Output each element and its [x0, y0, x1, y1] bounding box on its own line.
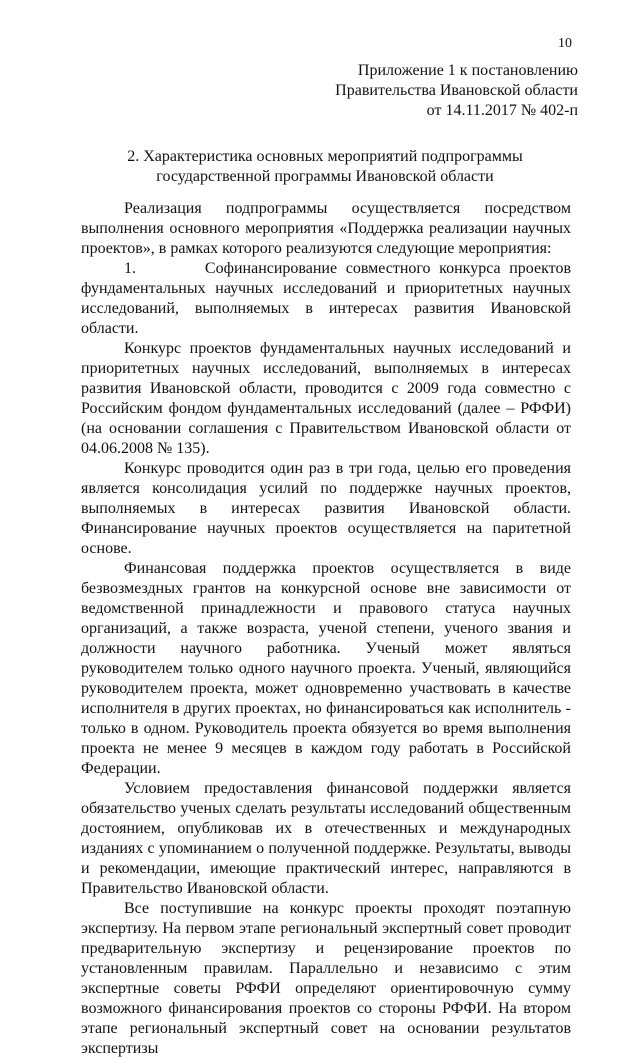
section-title-line: 2. Характеристика основных мероприятий подпрограммы: [127, 148, 523, 165]
paragraph: Финансовая поддержка проектов осуществляется в виде безвозмездных грантов на конкурсной основе вне зависимости от ведомственной принадлежности и правового статуса научных организаций, а также возраста, ученой степени, ученого звания и должности научного работника. Ученый может являться руководителем только одного научного проекта. Ученый, являющийся руководителем проекта, может одновременно участвовать в качестве исполнителя в других проектах, но финансироваться как исполнитель - только в одном. Руководитель проекта обязуется во время выполнения проекта не менее 9 месяцев в каждом году работать в Российской Федерации.: [81, 560, 571, 777]
appendix-line: Правительства Ивановской области: [335, 82, 578, 99]
page-number: 10: [558, 36, 572, 51]
paragraph: Все поступившие на конкурс проекты проходят поэтапную экспертизу. На первом этапе региональный экспертный совет проводит предварительную экспертизу и рецензирование проектов по установленным правилам. Параллельно и независимо с этим экспертные советы РФФИ определяют ориентировочную сумму возможного финансирования проектов со стороны РФФИ. На втором этапе региональный экспертный совет на основании результатов экспертизы: [81, 900, 571, 1057]
section-title: [80, 147, 570, 187]
appendix-line: Приложение 1 к постановлению: [357, 62, 578, 79]
section-title-line: государственной программы Ивановской области: [156, 168, 494, 185]
appendix-header: [335, 61, 578, 121]
paragraph: Условием предоставления финансовой поддержки является обязательство ученых сделать результаты исследований общественным достоянием, опубликовав их в отечественных и международных изданиях с упоминанием о полученной поддержке. Результаты, выводы и рекомендации, имеющие практический интерес, направляются в Правительство Ивановской области.: [81, 780, 571, 897]
paragraph: Конкурс проектов фундаментальных научных исследований и приоритетных научных исследований, выполняемых в интересах развития Ивановской области, проводится с 2009 года совместно с Российским фондом фундаментальных исследований (далее – РФФИ) (на основании соглашения с Правительством Ивановской области от 04.06.2008 № 135).: [81, 340, 571, 457]
paragraph: Реализация подпрограммы осуществляется посредством выполнения основного мероприятия «Поддержка реализации научных проектов», в рамках которого реализуются следующие мероприятия:: [81, 200, 571, 257]
paragraph: 1. Софинансирование совместного конкурса проектов фундаментальных научных исследований и приоритетных научных исследований, выполняемых в интересах развития Ивановской области.: [81, 260, 571, 337]
appendix-line: от 14.11.2017 № 402-п: [426, 102, 578, 119]
document-body: [81, 199, 571, 1059]
paragraph: Конкурс проводится один раз в три года, целью его проведения является консолидация усилий по поддержке научных проектов, выполняемых в интересах развития Ивановской области. Финансирование научных проектов осуществляется на паритетной основе.: [81, 460, 571, 557]
